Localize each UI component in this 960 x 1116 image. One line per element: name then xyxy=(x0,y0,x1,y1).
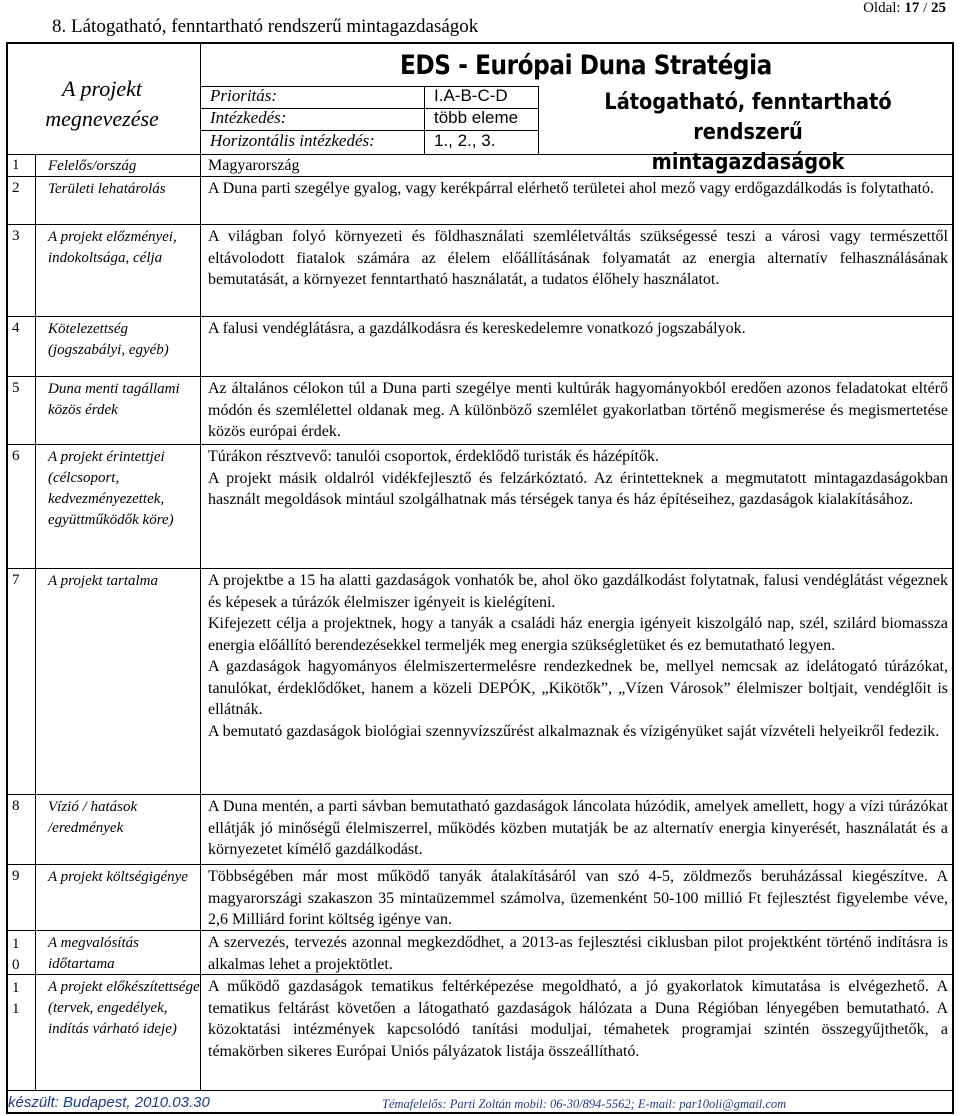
horizontal-value: 1., 2., 3. xyxy=(434,131,496,150)
row-label: Területi lehatárolás xyxy=(48,181,166,197)
row-text: Túrákon résztvevő: tanulói csoportok, érdeklődő turisták és házépítők. A projekt másik oldalról vidékfejlesztő és felzárkóztató. Az érintetteknek a megmutatott mintagazdaságokban használt megoldások mintául szolgálhatnak más térségek tanya és ház építéseihez, gazdaságok kialakításához. xyxy=(208,448,948,508)
row-label: A projekt előkészítettsége (tervek, engedélyek, indítás várható ideje) xyxy=(48,979,200,1037)
row-label: Felelős/ország xyxy=(48,158,137,174)
row-text: A szervezés, tervezés azonnal megkezdődhet, a 2013-as fejlesztési ciklusban pilot projektként történő indításra is alkalmas lehet a projektötlet. xyxy=(208,934,948,973)
row-number: 10 xyxy=(12,936,20,973)
row-text: A világban folyó környezeti és földhasználati szemléletváltás szükségessé teszi a városi vagy természettől eltávolodott fiatalok számára az élelem előállításának folyamatát az energia alternatív felhasználásának bemutatását, a környezet fenntartható használatát, a tudatos élőhely használatot. xyxy=(208,228,948,288)
column-divider xyxy=(200,42,201,1090)
priority-value: I.A-B-C-D xyxy=(434,86,508,105)
row-number: 8 xyxy=(12,798,20,814)
meta-divider xyxy=(424,86,425,154)
row-number: 11 xyxy=(12,980,20,1017)
row-label: A projekt költségigénye xyxy=(48,869,188,885)
row-label: A projekt előzményei, indokoltsága, célja xyxy=(48,229,177,266)
row-label: Kötelezettség (jogszabályi, egyéb) xyxy=(48,321,169,358)
section-title: 8. Látogatható, fenntartható rendszerű mintagazdaságok xyxy=(52,16,479,37)
row-label: A projekt tartalma xyxy=(48,573,158,589)
row-text: Többségében már most működő tanyák átalakításáról van szó 4-5, zöldmezős beruházással kiegészítve. A magyarországi szakaszon 35 mintaüzemmel számolva, üzemenként 50-100 millió Ft fejlesztést figyelembe véve, 2,6 Milliárd forint költség igénye van. xyxy=(208,868,948,928)
row-label: Duna menti tagállami közös érdek xyxy=(48,381,180,418)
row-text: Magyarország xyxy=(208,157,300,174)
row-label: A megvalósítás időtartama xyxy=(48,935,139,972)
row-line xyxy=(6,224,954,225)
project-name-label: A projekt megnevezése xyxy=(45,76,159,131)
responsible-contact: Témafelelős: Parti Zoltán mobil: 06-30/894-5562; E-mail: par10oli@gmail.com xyxy=(382,1097,787,1111)
row-line xyxy=(6,864,954,865)
meta-divider-2 xyxy=(538,86,539,154)
page-sep: / xyxy=(919,0,931,16)
page-current: 17 xyxy=(904,0,920,16)
row-number: 6 xyxy=(12,448,20,464)
row-line xyxy=(6,376,954,377)
row-line xyxy=(6,794,954,795)
row-text: A működő gazdaságok tematikus feltérképezése megoldható, a jó gyakorlatok kimutatása is elvégezhető. A tematikus feltárást követően a látogatható gazdaságok hálózata a Duna Régióban lényegében bemutatható. A közoktatási intézmények kapcsolódó tanítási moduljai, témahetek programjai szintén összegyűjthetők, a témakörben sikeres Európai Uniós pályázatok listája összeállítható. xyxy=(208,978,948,1060)
measure-value: több eleme xyxy=(434,108,519,127)
page-label: Oldal: xyxy=(863,0,901,16)
row-text: A Duna parti szegélye gyalog, vagy kerékpárral elérhető területei ahol mező vagy erdőgazdálkodás is folytatható. xyxy=(208,180,934,197)
row-number: 9 xyxy=(12,868,20,884)
row-text: A falusi vendéglátásra, a gazdálkodásra és kereskedelemre vonatkozó jogszabályok. xyxy=(208,320,746,337)
row-text: Az általános célokon túl a Duna parti szegélye menti kultúrák hagyományokból eredően azonos feladatokat eltérő módón és szemlélettel oldanak meg. A különböző szemlélet gyakorlatban történő megismerése és megismertetése közös európai érdek. xyxy=(208,380,948,440)
project-title: Látogatható, fenntartható rendszerű mintagazdaságok xyxy=(604,90,892,175)
measure-label: Intézkedés: xyxy=(210,108,287,127)
row-number: 3 xyxy=(12,228,20,244)
row-number: 2 xyxy=(12,180,20,196)
row-number: 1 xyxy=(12,157,20,173)
num-divider xyxy=(35,154,36,1090)
row-number: 7 xyxy=(12,572,20,588)
row-number: 5 xyxy=(12,380,20,396)
row-number: 4 xyxy=(12,320,20,336)
row-line xyxy=(6,316,954,317)
row-line xyxy=(6,1090,954,1091)
row-line xyxy=(6,444,954,445)
row-text: A projektbe a 15 ha alatti gazdaságok vonhatók be, ahol öko gazdálkodást folytatnak, falusi vendéglátást végeznek és képesek a túrázók élelmiszer igényeit is kielégíteni. Kifejezett célja a projektnek, hogy a tanyák a családi ház energia igényeit kiszolgáló nap, szél, szilárd biomassza energia előállító berendezésekkel termeljék meg energia szükségletüket és ez bemutatható legyen. A gazdaságok hagyományos élelmiszertermelésre rendezkednek be, mellyel nemcsak az idelátogató túrázókat, tanulókat, érdeklődőket, hanem a közeli DEPÓK, „Kikötők”, „Vízen Városok” élelmiszer boltjait, vendéglőit is ellátnák. A bemutató gazdaságok biológiai szennyvízszűrést alkalmaznak és vízigényüket saját vízvételi helyeikről fedezik. xyxy=(208,572,948,740)
row-line xyxy=(6,568,954,569)
created-date: készült: Budapest, 2010.03.30 xyxy=(8,1094,210,1111)
page-indicator xyxy=(863,0,946,17)
page-total: 25 xyxy=(931,0,946,16)
row-label: A projekt érintettjei (célcsoport, kedvezményezettek, együttműködők köre) xyxy=(48,449,174,528)
priority-label: Prioritás: xyxy=(210,86,278,105)
program-title: EDS - Európai Duna Stratégia xyxy=(400,50,772,81)
row-text: A Duna mentén, a parti sávban bemutatható gazdaságok láncolata húzódik, amelyek amellett, hogy a vízi túrázókat ellátják jó minőségű élelmiszerrel, működés közben mutatják be az alternatív energia kinyerését, használatát és a környezetet kímélő gazdálkodást. xyxy=(208,798,948,858)
horizontal-label: Horizontális intézkedés: xyxy=(210,131,375,150)
row-label: Vízió / hatások /eredmények xyxy=(48,799,138,836)
